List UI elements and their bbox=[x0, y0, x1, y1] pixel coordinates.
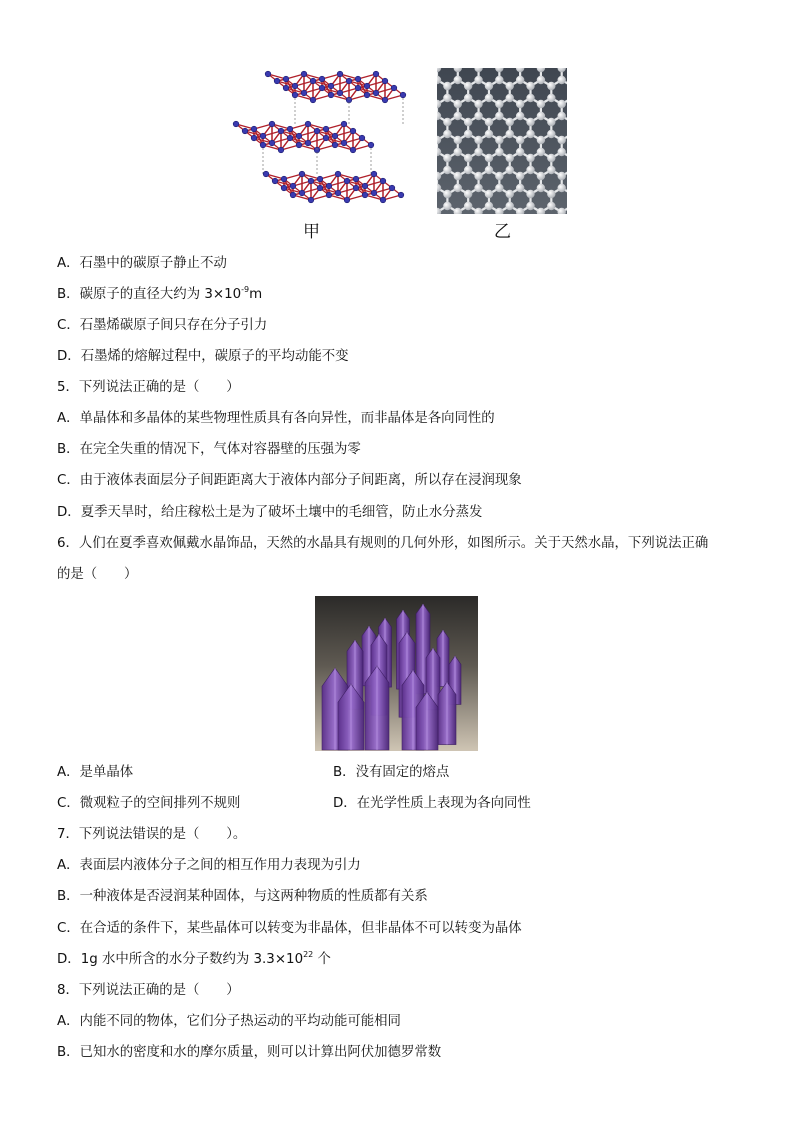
q5-stem: 5．下列说法正确的是（ ） bbox=[57, 380, 240, 395]
graphene-figure-caption: 乙 bbox=[494, 222, 511, 242]
q6-option-c: C．微观粒子的空间排列不规则 bbox=[57, 796, 241, 811]
q6-option-d: D．在光学性质上表现为各向同性 bbox=[333, 796, 531, 811]
graphene-structure-figure bbox=[437, 68, 567, 214]
q4-option-d: D．石墨烯的熔解过程中，碳原子的平均动能不变 bbox=[57, 349, 349, 364]
q4-option-a: A．石墨中的碳原子静止不动 bbox=[57, 256, 227, 271]
q8-option-b: B．已知水的密度和水的摩尔质量，则可以计算出阿伏加德罗常数 bbox=[57, 1045, 442, 1060]
q7-stem: 7．下列说法错误的是（ ）。 bbox=[57, 827, 247, 842]
q8-option-a: A．内能不同的物体，它们分子热运动的平均动能可能相同 bbox=[57, 1014, 401, 1029]
q5-option-c: C．由于液体表面层分子间距距离大于液体内部分子间距离，所以存在浸润现象 bbox=[57, 473, 522, 488]
q7-option-d: D．1g 水中所含的水分子数约为 $3.3\times 10^{22}$ 个 bbox=[57, 950, 331, 967]
q4-option-b: B．碳原子的直径大约为 $3\times 10^{-9}m$ bbox=[57, 285, 263, 302]
q8-stem: 8．下列说法正确的是（ ） bbox=[57, 983, 240, 998]
q6-stem-line1: 6．人们在夏季喜欢佩戴水晶饰品，天然的水晶具有规则的几何外形，如图所示。关于天然水晶，下列说法正确 bbox=[57, 536, 709, 551]
q7-option-b: B．一种液体是否浸润某种固体，与这两种物质的性质都有关系 bbox=[57, 889, 428, 904]
graphite-structure-figure bbox=[228, 66, 418, 216]
q6-option-a: A．是单晶体 bbox=[57, 765, 134, 780]
q7-option-c: C．在合适的条件下，某些晶体可以转变为非晶体，但非晶体不可以转变为晶体 bbox=[57, 921, 522, 936]
q7-option-a: A．表面层内液体分子之间的相互作用力表现为引力 bbox=[57, 858, 361, 873]
amethyst-crystals-photo bbox=[315, 596, 478, 751]
q5-option-d: D．夏季天旱时，给庄稼松土是为了破坏土壤中的毛细管，防止水分蒸发 bbox=[57, 505, 483, 520]
q4-option-c: C．石墨烯碳原子间只存在分子引力 bbox=[57, 318, 268, 333]
q6-option-b: B．没有固定的熔点 bbox=[333, 765, 450, 780]
q6-stem-line2: 的是（ ） bbox=[57, 567, 138, 582]
graphite-figure-caption: 甲 bbox=[303, 222, 320, 242]
q5-option-a: A．单晶体和多晶体的某些物理性质具有各向异性，而非晶体是各向同性的 bbox=[57, 411, 495, 426]
q5-option-b: B．在完全失重的情况下，气体对容器壁的压强为零 bbox=[57, 442, 361, 457]
